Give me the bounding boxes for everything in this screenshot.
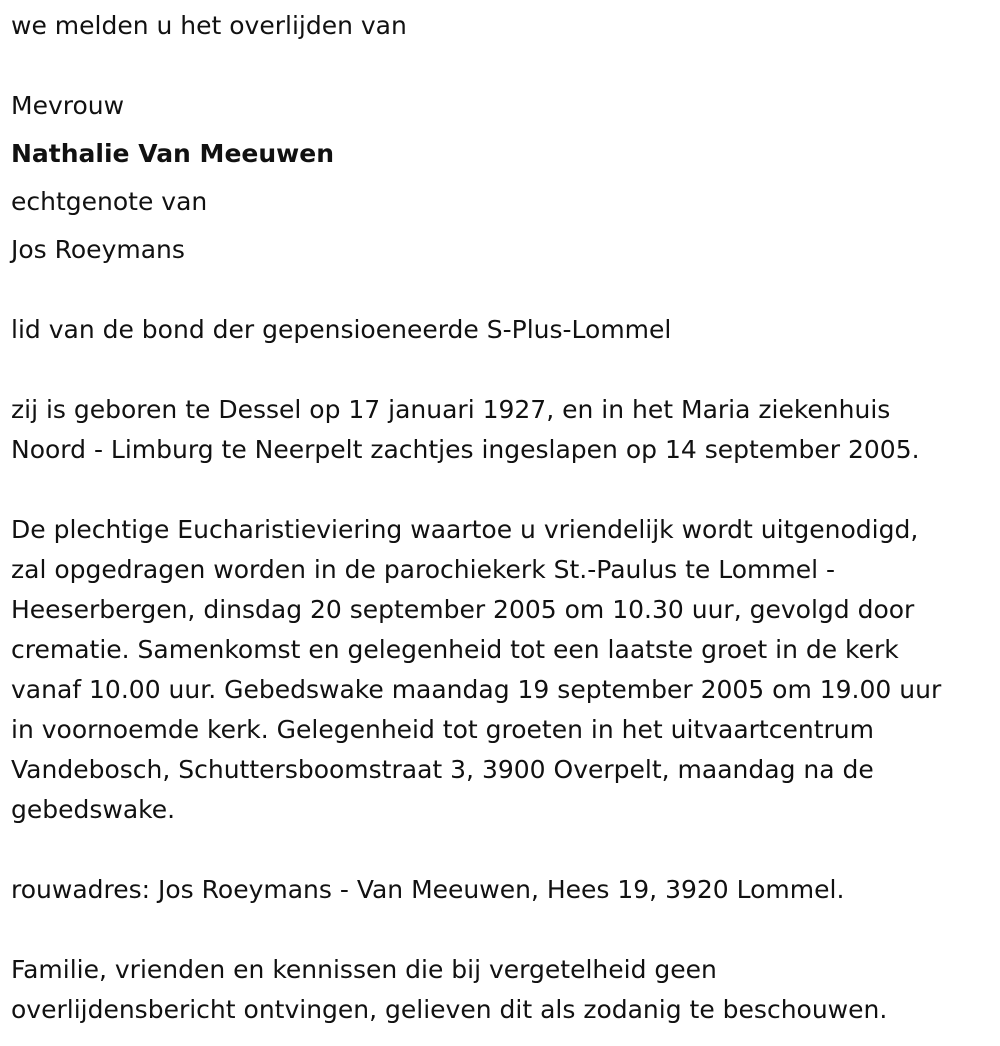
- spouse-name: Jos Roeymans: [11, 235, 185, 264]
- birth-death-paragraph: [11, 390, 996, 470]
- paragraph-line: gebedswake.: [11, 795, 176, 824]
- ceremony-paragraph: [11, 510, 996, 830]
- paragraph-line: overlijdensbericht ontvingen, gelieven dit als zodanig te beschouwen.: [11, 995, 888, 1024]
- paragraph-line: zal opgedragen worden in de parochiekerk St.-Paulus te Lommel -: [11, 555, 836, 584]
- deceased-name: Nathalie Van Meeuwen: [11, 139, 334, 168]
- paragraph-line: Noord - Limburg te Neerpelt zachtjes ingeslapen op 14 september 2005.: [11, 435, 920, 464]
- paragraph-line: crematie. Samenkomst en gelegenheid tot een laatste groet in de kerk: [11, 635, 899, 664]
- closing-paragraph: [11, 950, 996, 1030]
- paragraph-line: vanaf 10.00 uur. Gebedswake maandag 19 september 2005 om 19.00 uur: [11, 675, 942, 704]
- paragraph-line: Heeserbergen, dinsdag 20 september 2005 om 10.30 uur, gevolgd door: [11, 595, 915, 624]
- paragraph-line: De plechtige Eucharistieviering waartoe u vriendelijk wordt uitgenodigd,: [11, 515, 919, 544]
- relation-text: echtgenote van: [11, 187, 208, 216]
- honorific: Mevrouw: [11, 91, 125, 120]
- paragraph-line: Familie, vrienden en kennissen die bij vergetelheid geen: [11, 955, 717, 984]
- membership-text: lid van de bond der gepensioeneerde S-Plus-Lommel: [11, 315, 672, 344]
- paragraph-line: in voornoemde kerk. Gelegenheid tot groeten in het uitvaartcentrum: [11, 715, 874, 744]
- mourning-address: rouwadres: Jos Roeymans - Van Meeuwen, Hees 19, 3920 Lommel.: [11, 875, 845, 904]
- intro-text: we melden u het overlijden van: [11, 11, 407, 40]
- paragraph-line: zij is geboren te Dessel op 17 januari 1927, en in het Maria ziekenhuis: [11, 395, 891, 424]
- paragraph-line: Vandebosch, Schuttersboomstraat 3, 3900 Overpelt, maandag na de: [11, 755, 874, 784]
